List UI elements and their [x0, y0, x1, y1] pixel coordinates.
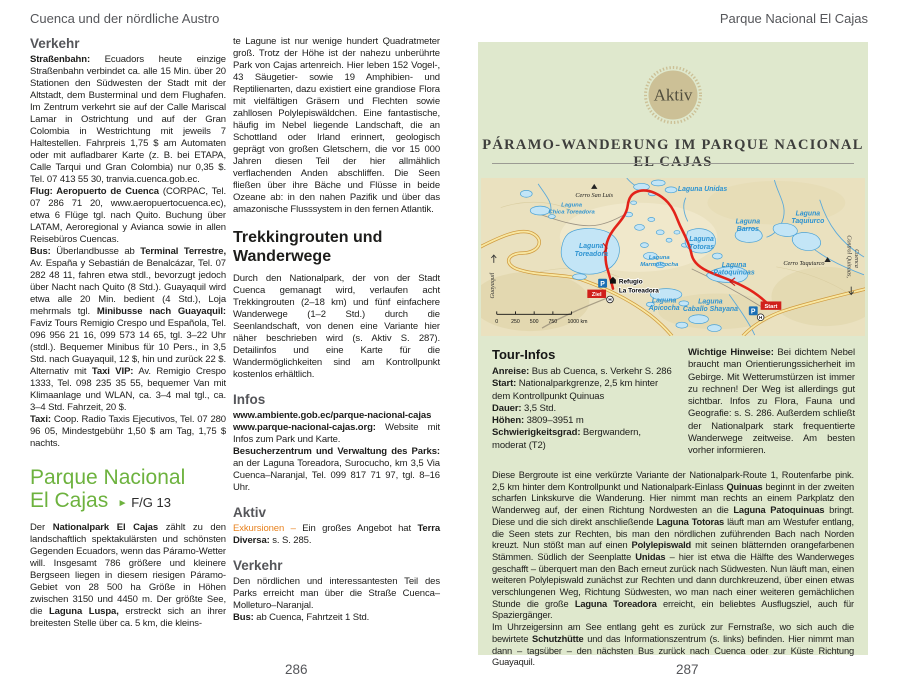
- edge-label-control-quinuas: Control Quinuas,: [845, 235, 852, 278]
- parking-letter: P: [750, 308, 756, 316]
- info-url-parque: www.parque-nacional-cajas.org: Website mit Infos zum Park und Karte.: [233, 422, 440, 445]
- tour-infos-heading: Tour-Infos: [492, 347, 556, 362]
- left-page-column-1: [30, 36, 226, 630]
- lake-label: Toreadora: [574, 251, 608, 259]
- tour-info-value: 3809–3951 m: [524, 415, 584, 427]
- section-heading-aktiv: Aktiv: [233, 505, 267, 520]
- lake-label: Laguna: [561, 202, 583, 209]
- lake-label: Laguna: [721, 261, 747, 269]
- running-head-left: Cuenca und der nördliche Austro: [30, 11, 220, 26]
- left-page-column-2: [233, 36, 440, 624]
- arrow-icon: ►: [117, 498, 128, 509]
- description-paragraph-1: Diese Bergroute ist eine verkürzte Variante der Nationalpark-Route 1, Routenfarbe pink. 2,5 km hinter dem Kontrollpunkt und Nationalpark-Einlass Quinuas beginnt in der zweiten scharfen Linkskurve die Wanderung. Hier nimmt man rechts an einem Parkplatz den Wanderweg auf, der einen Richtung Nordwesten an die Laguna Patoquinuas bringt. Diese und die sich direkt anschließende Laguna Totoras läuft man am Westufer entlang, die Seen stets zur Rechten, bis man den nördlichen zuführenden Bach nach Norden kreuzt. Nun stößt man auf einen Polylepiswald mit seinen blätternden orangefarbenen Stämmen. Südlich der Seenplatte Unidas – hier ist etwa die Hälfte des Wanderweges geschafft – überquert man den Bach erneut zurück nach Südwesten. Nun läuft man, einen weiteren Polylepiswald zunächst zur Rechten und dann durchkreuzend, über einen etwas verschlungenen Weg, Richtung Südwesten, wo man nach einer weiteren gemächlichen Stunde die große Laguna Toreadora erreicht, ein beliebtes Ausflugsziel, auch für Spaziergänger.: [492, 470, 855, 621]
- section-heading-verkehr: Verkehr: [30, 36, 80, 51]
- chapter-heading-parque-nacional: [30, 466, 226, 515]
- running-head-right: Parque Nacional El Cajas: [719, 11, 868, 26]
- bus-stop-letter: H: [759, 315, 763, 321]
- trail-map-svg: [481, 178, 865, 336]
- section-heading-infos: Infos: [233, 392, 266, 407]
- tour-info-label: Schwierigkeitsgrad:: [492, 427, 581, 439]
- peak-label-san-luis: Cerro San Luis: [575, 191, 614, 199]
- page-number-left: 286: [285, 662, 308, 677]
- scale-tick-label: 0: [495, 319, 499, 326]
- chapter-heading-line1: Parque Nacional: [30, 466, 186, 489]
- edge-label-cuenca: Cuenca: [853, 249, 860, 268]
- paragraph-exkursionen: Exkursionen – Ein großes Angebot hat Terra Diversa: s. S. 285.: [233, 523, 440, 546]
- scale-tick-label: 250: [511, 319, 520, 326]
- description-paragraph-2: Im Uhrzeigersinn am See entlang geht es zurück zur Fernstraße, wo sich auch die bewirtete Schutzhütte und das Informationszentrum (s. links) befinden. Hier nimmt man dann – tagsüber – den nächsten Bus zurück nach Cuenca oder zur Küste Richtung Guayaquil.: [492, 622, 854, 668]
- lake-label: Marmolcocha: [640, 261, 679, 268]
- tour-info-value: Bergwandern, moderat (T2): [492, 427, 641, 451]
- tour-info-value: Nationalparkgrenze, 2,5 km hinter dem Kontrollpunkt Quinuas: [492, 378, 659, 402]
- route-description: [492, 470, 854, 669]
- edge-label-guayaquil: Guayaquil: [489, 272, 496, 299]
- lake-label: Laguna: [735, 218, 761, 226]
- peak-label-taquiurco: Cerro Taquiurco: [783, 259, 825, 267]
- refugio-label-line2: La Toreadora: [618, 287, 659, 295]
- section-heading-trekkingrouten: [233, 229, 440, 266]
- bus-stop-letter: H: [608, 297, 612, 303]
- lake-label: Chica Toreadora: [548, 209, 595, 216]
- feature-title: PÁRAMO-WANDERUNG IM PARQUE NACIONAL EL CAJAS: [482, 137, 864, 170]
- trail-map: [481, 178, 865, 336]
- scale-tick-label: 1000 km: [567, 319, 588, 326]
- map-grid-reference: [114, 495, 171, 510]
- aktiv-feature-box: [478, 42, 868, 668]
- chapter-heading-line2: El Cajas: [30, 489, 109, 512]
- lake-label: Laguna: [698, 298, 723, 306]
- badge-label: Aktiv: [653, 85, 693, 105]
- lake-label: Apicocha: [648, 304, 680, 312]
- ziel-label: Ziel: [591, 292, 602, 299]
- page-number-right: 287: [676, 662, 699, 677]
- lake-label: Caballo Shayana: [682, 305, 738, 313]
- aktiv-stamp-badge: [642, 64, 704, 131]
- lake-label: Laguna: [689, 236, 714, 244]
- lake-label: Laguna: [579, 243, 604, 251]
- paragraph-strassenbahn: Straßenbahn: Ecuadors heute einzige Straßenbahn verbindet ca. alle 15 Min. über 20 Stationen den Südwesten der Stadt mit der Altstadt, dem Busterminal und dem Flughafen. Im Zentrum verkehrt sie auf der Calle Mariscal Lamar in Ostrichtung und auf der Gran Colombia in Westrichtung mit jeweils 7 Haltestellen. Fahrpreis 1,75 $ am Automaten oder mit aufladbarer Karte (z. B. bei ETAPA, Calle Tarqui und Gran Colombia) nur 0,35 $. Tel. 07 413 55 30, tranvia.cuenca.gob.ec.: [30, 54, 226, 185]
- paragraph-park-intro: Der Nationalpark El Cajas zählt zu den landschaftlich spektakulärsten und schönsten Gegenden Ecuadors, wenn das Páramo-Wetter will. Insgesamt 786 größere und kleinere Bergseen liegen in diesem riesigen Páramo-Gebiet von 28 500 ha Größe in Höhen zwischen 3150 und 4450 m. Der größte See, die Laguna Luspa, erstreckt sich an ihrer breitesten Stelle über ca. 5 km, die kleins-: [30, 522, 227, 629]
- tour-info-value: Bus ab Cuenca, s. Verkehr S. 286: [529, 366, 672, 377]
- paragraph-verkehr-2: Den nördlichen und interessantesten Teil des Parks erreicht man über die Straße Cuenca–Molleturo–Naranjal.: [233, 576, 440, 611]
- scale-tick-label: 750: [548, 319, 558, 326]
- tour-info-label: Dauer:: [492, 402, 522, 414]
- lake-label: Laguna Unidas: [677, 185, 728, 193]
- grid-ref-text: F/G 13: [131, 495, 171, 510]
- parking-letter: P: [600, 280, 605, 288]
- lake-label: Laguna: [651, 297, 677, 305]
- lake-label: Laguna: [795, 210, 821, 218]
- stamp-badge-icon: [642, 64, 704, 126]
- tour-info-start: [492, 378, 676, 403]
- scale-tick-label: 500: [529, 319, 539, 326]
- tour-infos-column: [492, 347, 676, 452]
- lake-label: Laguna: [648, 254, 670, 261]
- info-besucherzentrum: Besucherzentrum und Verwaltung des Parks: an der Laguna Toreadora, Surocucho, km 3,5 Via Cuenca–Naranjal, Tel. 099 817 71 97, tgl. 8–16 Uhr.: [233, 446, 440, 493]
- tour-info-label: Anreise:: [492, 366, 530, 377]
- paragraph-bus: Bus: Überlandbusse ab Terminal Terrestre, Av. España y Sebastián de Benalcázar, Tel. 07 282 48 11, fahren etwa stdl., bevorzugt jedoch über Nacht nach Quito (8 Std.). Guayaquil wird etwa alle 20 Min. bedient (4 Std.), Loja mehrmals tgl. Minibusse nach Guayaquil: Faviz Tours Remigio Crespo und Española, Tel. 096 956 21 16, 099 573 14 65, tgl. 3–22 Uhr (stdl.). Bequemer Minibus für 10 Pers., in 3,5 Std. nach Guayaquil, 12 $, hin und zurück 22 $. Alternativ mit Taxi VIP: Av. Remigio Crespo 1333, Tel. 098 235 35 55, bequemer Van mit Klimaanlage und WLAN, ca. 3–4 mal tgl., ca. 3–4 Std. Fahrzeit, 20 $.: [30, 246, 226, 413]
- paragraph-bus-2: Bus: ab Cuenca, Fahrtzeit 1 Std.: [233, 612, 370, 623]
- paragraph-flug: Flug: Aeropuerto de Cuenca (CORPAC, Tel. 07 286 71 20, www.aeropuertocuenca.ec), etwa 6 Flüge tgl. nach Quito. Buchung über LATAM, Aeroregional y Avianca sowie in allen Reisebüros Cuencas.: [30, 186, 227, 245]
- tour-info-anreise: [492, 366, 676, 378]
- trekking-heading-line1: Trekkingrouten und: [233, 229, 383, 246]
- tour-info-hoehen: [492, 415, 676, 427]
- tour-info-label: Höhen:: [492, 415, 525, 427]
- hinweise-column: [688, 347, 855, 458]
- lake-label: Barros: [736, 225, 759, 233]
- trekking-heading-line2: Wanderwege: [233, 247, 332, 265]
- title-divider: [492, 163, 854, 164]
- lake-label: Taquiurco: [791, 217, 825, 225]
- paragraph-park-continued: te Lagune ist nur wenige hundert Quadratmeter groß. Trotz der Höhe ist der nahezu unberührte Park von Cajas artenreich. Hier leben 152 Vogel-, 43 Säugetier- sowie 19 Amphibien- und Reptilienarten, dazu existiert eine grandiose Flora mit vielfältigen Gräsern und Flechten sowie zahllosen Polylepiswäldchen. Eine fantastische, häufig im Nebel liegende Landschaft, die an Schottland oder Irland erinnert, geologisch geprägt von großen Gletschern, die vor 15 000 Jahren diesen Teil der hier allmählich verflachenden Anden abschliffen. Die Seen fließen über ihre Bäche und Flüsse in beide Ozeane ab: in den nahen Pazifik und über das amazonische Flusssystem in den fernen Atlantik.: [233, 36, 440, 215]
- info-url-ambiente: www.ambiente.gob.ec/parque-nacional-cajas: [233, 410, 432, 421]
- paragraph-wichtige-hinweise: Wichtige Hinweise: Bei dichtem Nebel braucht man Orientierungssicherheit im Gebirge. Mit Wetterumstürzen ist immer zu rechnen! Der Weg ist allerdings gut sichtbar. Infos zu Flora, Fauna und Geografie: s. S. 286. Außerdem schließt der Nationalpark stark frequentierte Wanderwege zeitweise. Am besten vorher informieren.: [688, 347, 855, 457]
- refugio-label-line1: Refugio: [618, 278, 643, 286]
- lake-label: Patoquinuas: [713, 269, 755, 277]
- paragraph-taxi: Taxi: Coop. Radio Taxis Ejecutivos, Tel. 07 280 96 05, Mindestgebühr 1,50 $ am Tag, 1,75 $ nachts.: [30, 414, 226, 449]
- paragraph-trekking: Durch den Nationalpark, der von der Stadt Cuenca gemanagt wird, verlaufen acht Trekkingrouten (2–18 km) und fünf einfachere Wanderwege (1–2 Std.) durch die Seenlandschaft, von denen eine Variante hier näher beschrieben wird (s. Aktiv S. 287). Detailinfos und eine Karte für die Wandermöglichkeiten sind am Kontrollpunkt kostenlos erhältlich.: [233, 273, 440, 380]
- tour-info-value: 3,5 Std.: [521, 402, 556, 414]
- section-heading-verkehr-2: Verkehr: [233, 558, 283, 573]
- tour-info-dauer: [492, 403, 676, 415]
- tour-info-label: Start:: [492, 378, 517, 390]
- tour-info-schwierigkeit: [492, 427, 676, 452]
- lake-label: Totoras: [689, 244, 715, 252]
- start-label: Start: [764, 303, 778, 310]
